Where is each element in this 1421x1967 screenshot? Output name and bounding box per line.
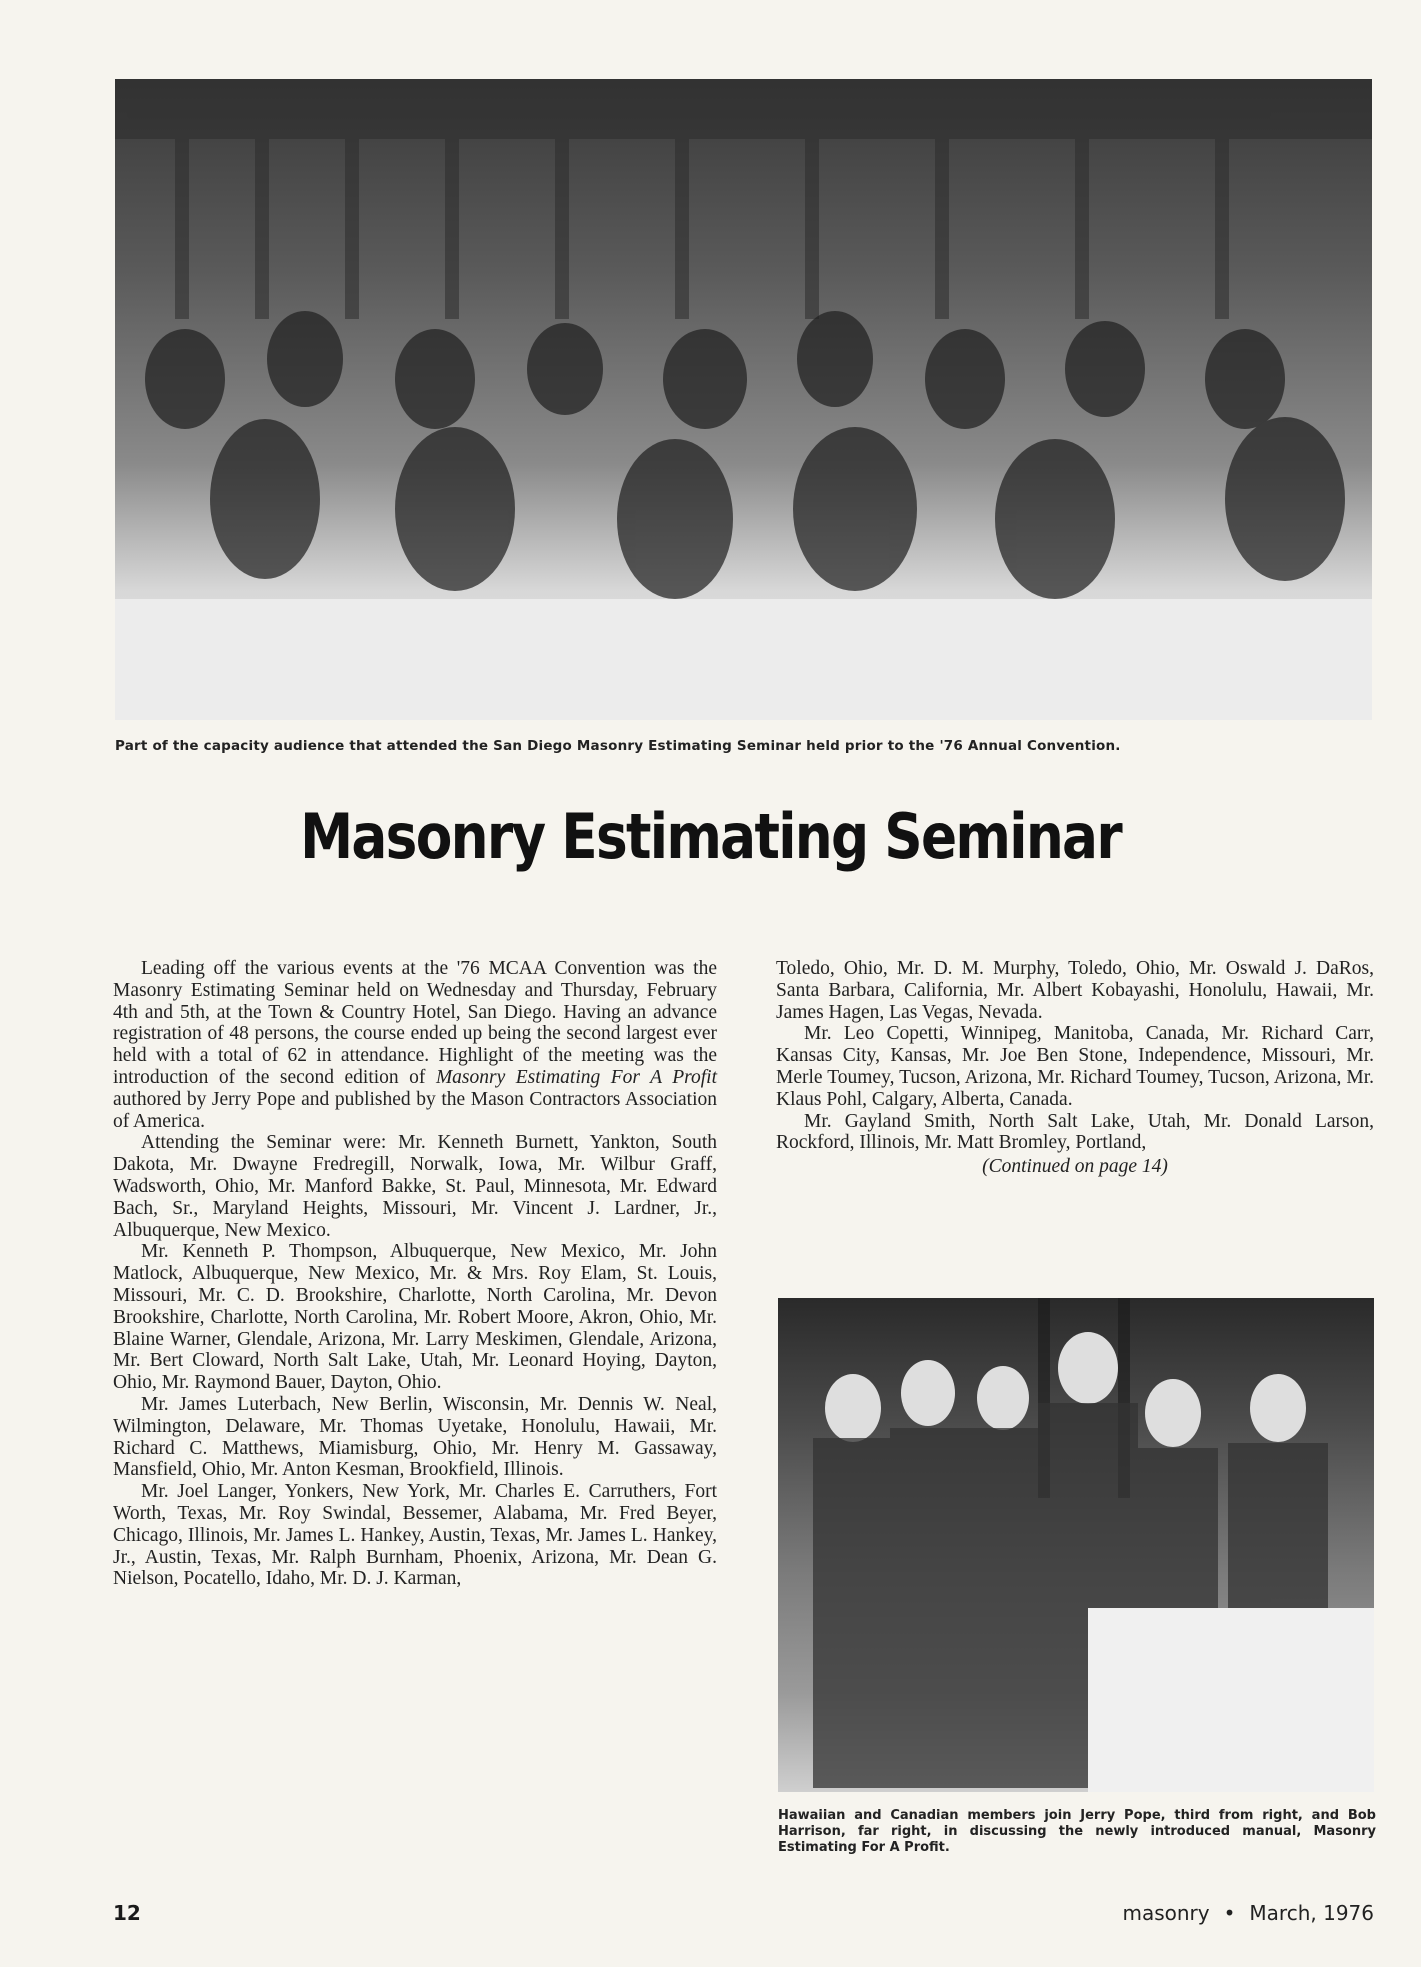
continued-note: (Continued on page 14): [982, 1156, 1168, 1178]
footer-masthead: [1122, 1901, 1374, 1925]
top-photo-caption: Part of the capacity audience that attended the San Diego Masonry Estimating Seminar held prior to the '76 Annual Convention.: [115, 738, 1121, 754]
book-title: Masonry Estimating For A Profit: [435, 1066, 717, 1088]
paragraph-attendees-2: Mr. Kenneth P. Thompson, Albuquerque, New Mexico, Mr. John Matlock, Albuquerque, New Mexico, Mr. & Mrs. Roy Elam, St. Louis, Missouri, Mr. C. D. Brookshire, Charlotte, North Carolina, Mr. Devon Brookshire, Charlotte, North Carolina, Mr. Robert Moore, Akron, Ohio, Mr. Blaine Warner, Glendale, Arizona, Mr. Larry Meskimen, Glendale, Arizona, Mr. Bert Cloward, North Salt Lake, Utah, Mr. Leonard Hoying, Dayton, Ohio, Mr. Raymond Bauer, Dayton, Ohio.: [113, 1241, 717, 1394]
page-number: 12: [113, 1901, 141, 1925]
issue-date: March, 1976: [1249, 1901, 1374, 1925]
paragraph-attendees-4: Mr. Joel Langer, Yonkers, New York, Mr. Charles E. Carruthers, Fort Worth, Texas, Mr. Roy Swindal, Bessemer, Alabama, Mr. Fred Beyer, Chicago, Illinois, Mr. James L. Hankey, Austin, Texas, Mr. James L. Hankey, Jr., Austin, Texas, Mr. Ralph Burnham, Phoenix, Arizona, Mr. Dean G. Nielson, Pocatello, Idaho, Mr. D. J. Karman,: [113, 1481, 717, 1590]
intro-text-2: authored by Jerry Pope and published by the Mason Contractors Association of America.: [113, 1088, 717, 1132]
paragraph-attendees-7: Mr. Gayland Smith, North Salt Lake, Utah, Mr. Donald Larson, Rockford, Illinois, Mr. Matt Bromley, Portland,: [776, 1110, 1374, 1154]
separator-bullet: •: [1223, 1901, 1236, 1925]
paragraph-attendees-3: Mr. James Luterbach, New Berlin, Wisconsin, Mr. Dennis W. Neal, Wilmington, Delaware, Mr. Thomas Uyetake, Honolulu, Hawaii, Mr. Richard C. Matthews, Miamisburg, Ohio, Mr. Henry M. Gassaway, Mansfield, Ohio, Mr. Anton Kesman, Brookfield, Illinois.: [113, 1393, 717, 1481]
group-graphic: [778, 1298, 1374, 1792]
magazine-name: masonry: [1122, 1901, 1210, 1925]
intro-text-1: Leading off the various events at the '76 MCAA Convention was the Masonry Estimating Seminar held on Wednesday and Thursday, February 4th and 5th, at the Town & Country Hotel, San Diego. Having an advance registration of 48 persons, the course ended up being the second largest ever held with a total of 62 in attendance. Highlight of the meeting was the introduction of the second edition of: [113, 958, 717, 1088]
paragraph-intro: [113, 958, 717, 1132]
right-column: [776, 958, 1374, 1178]
seminar-audience-graphic: [115, 79, 1372, 720]
left-column: [113, 958, 717, 1590]
paragraph-attendees-5: Toledo, Ohio, Mr. D. M. Murphy, Toledo, Ohio, Mr. Oswald J. DaRos, Santa Barbara, California, Mr. Albert Kobayashi, Honolulu, Hawaii, Mr. James Hagen, Las Vegas, Nevada.: [776, 958, 1374, 1023]
article-title: Masonry Estimating Seminar: [300, 800, 1121, 873]
paragraph-attendees-1: Attending the Seminar were: Mr. Kenneth Burnett, Yankton, South Dakota, Mr. Dwayne Fredregill, Norwalk, Iowa, Mr. Wilbur Graff, Wadsworth, Ohio, Mr. Manford Bakke, St. Paul, Minnesota, Mr. Edward Bach, Sr., Maryland Heights, Missouri, Mr. Vincent J. Lardner, Jr., Albuquerque, New Mexico.: [113, 1132, 717, 1241]
paragraph-attendees-6: Mr. Leo Copetti, Winnipeg, Manitoba, Canada, Mr. Richard Carr, Kansas City, Kansas, Mr. Joe Ben Stone, Independence, Missouri, Mr. Merle Toumey, Tucson, Arizona, Mr. Richard Toumey, Tucson, Arizona, Mr. Klaus Pohl, Calgary, Alberta, Canada.: [776, 1023, 1374, 1110]
group-photo: [778, 1298, 1374, 1792]
seminar-audience-photo: [115, 79, 1372, 720]
bottom-photo-caption: Hawaiian and Canadian members join Jerry Pope, third from right, and Bob Harrison, far right, in discussing the newly introduced manual, Masonry Estimating For A Profit.: [778, 1808, 1376, 1855]
